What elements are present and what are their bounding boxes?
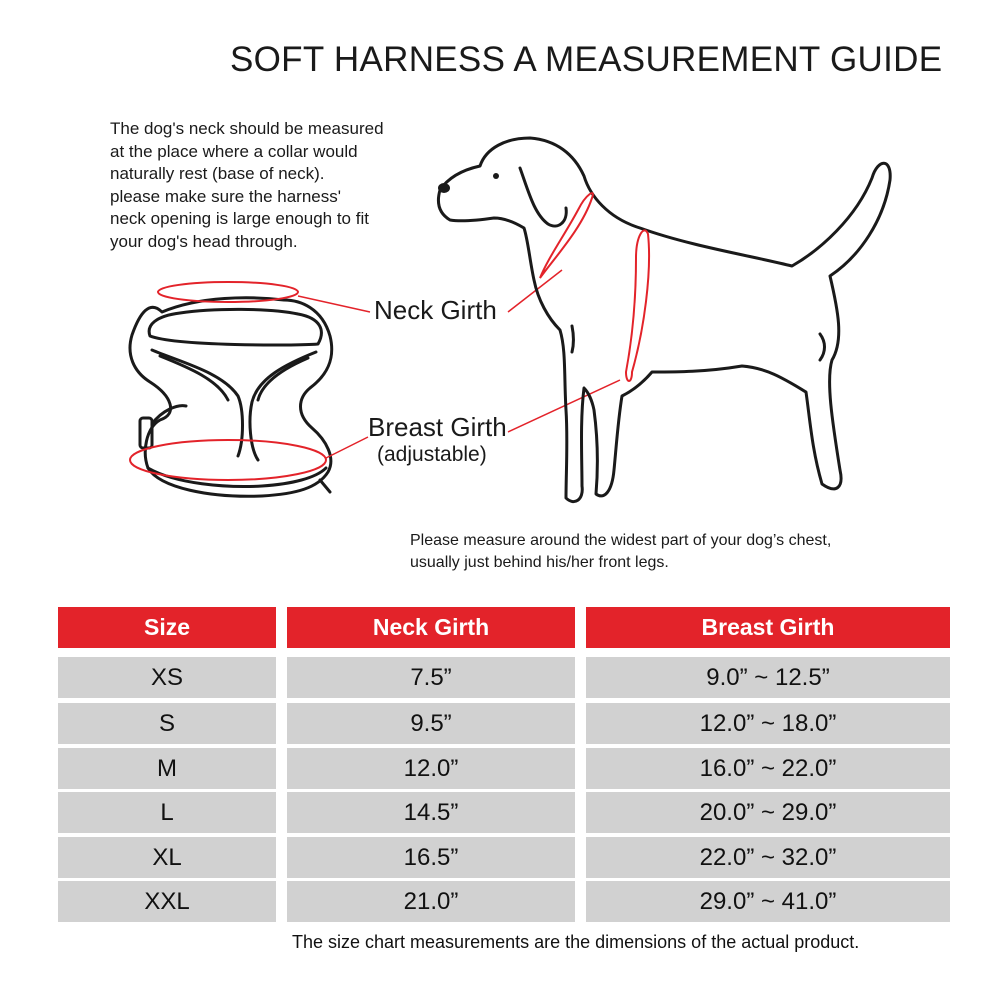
chest-instructions [410,530,831,574]
size-cell: XXL [58,881,276,922]
breast-girth-label: Breast Girth [368,412,507,442]
dog-illustration [438,138,890,502]
breast-leader-left [326,437,368,458]
table-row [58,703,950,744]
breast-girth-cell: 20.0” ~ 29.0” [586,792,950,833]
neck-leader-left [298,296,370,312]
header-breast-girth: Breast Girth [586,607,950,648]
dog-neck-loop [540,193,593,278]
header-neck-girth: Neck Girth [287,607,575,648]
neck-instruction-line: please make sure the harness' [110,186,341,206]
neck-girth-cell: 9.5” [287,703,575,744]
breast-girth-cell: 12.0” ~ 18.0” [586,703,950,744]
neck-girth-cell: 16.5” [287,837,575,878]
table-row [58,748,950,789]
header-size: Size [58,607,276,648]
neck-girth-cell: 12.0” [287,748,575,789]
size-cell: XL [58,837,276,878]
table-row [58,792,950,833]
chest-instruction-line: Please measure around the widest part of your dog’s chest, [410,532,832,549]
neck-girth-cell: 14.5” [287,792,575,833]
size-cell: XS [58,657,276,698]
table-row [58,657,950,698]
harness-illustration [130,298,332,496]
neck-instruction-line: at the place where a collar would [110,141,358,161]
dog-nose [438,183,450,193]
dog-eye [493,173,499,179]
breast-girth-cell: 9.0” ~ 12.5” [586,657,950,698]
page-title: SOFT HARNESS A MEASUREMENT GUIDE [230,40,943,79]
neck-girth-cell: 7.5” [287,657,575,698]
neck-instruction-line: The dog's neck should be measured [110,119,384,138]
breast-girth-cell: 29.0” ~ 41.0” [586,881,950,922]
neck-leader-right [508,270,562,312]
neck-instruction-line: neck opening is large enough to fit [110,209,369,228]
neck-instruction-line: your dog's head through. [110,231,298,251]
neck-instruction-line: naturally rest (base of neck). [110,164,325,183]
dog-chest-loop [626,230,649,381]
neck-girth-label: Neck Girth [374,295,497,325]
adjustable-label: (adjustable) [377,443,487,466]
size-cell: M [58,748,276,789]
table-header-row [58,607,950,648]
size-cell: L [58,792,276,833]
breast-girth-ellipse [130,440,326,480]
neck-girth-cell: 21.0” [287,881,575,922]
table-row [58,881,950,922]
size-cell: S [58,703,276,744]
footnote: The size chart measurements are the dimensions of the actual product. [292,932,860,952]
table-row [58,837,950,878]
breast-girth-cell: 16.0” ~ 22.0” [586,748,950,789]
breast-girth-cell: 22.0” ~ 32.0” [586,837,950,878]
chest-instruction-line: usually just behind his/her front legs. [410,554,669,571]
